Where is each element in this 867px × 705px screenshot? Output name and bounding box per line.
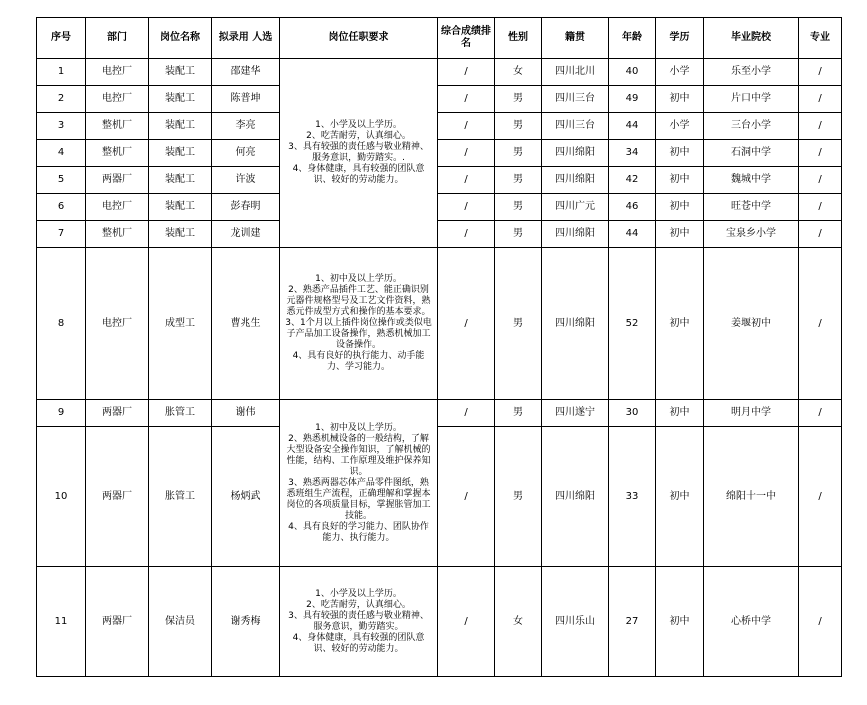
requirement-line: 4、身体健康，具有较强的团队意识、较好的劳动能力。 [292,164,425,185]
cell-school: 魏城中学 [704,167,799,194]
cell-edu: 初中 [656,221,704,248]
requirement-cell [280,400,438,567]
requirement-line: 3、熟悉两器芯体产品零件图纸，熟悉班组生产流程，正确理解和掌握本岗位的各项质量目标，掌握胀管加工技能。 [286,477,431,521]
cell-age: 44 [609,221,656,248]
cell-age: 42 [609,167,656,194]
cell-origin: 四川北川 [542,59,609,86]
cell-origin: 四川遂宁 [542,400,609,427]
requirement-line: 1、小学及以上学历。 [315,120,402,130]
requirement-cell [280,59,438,248]
cell-age: 30 [609,400,656,427]
cell-school: 姜堰初中 [704,248,799,400]
cell-age: 49 [609,86,656,113]
cell-dept: 两器厂 [86,567,149,677]
cell-candidate: 谢秀梅 [212,567,280,677]
cell-age: 27 [609,567,656,677]
cell-edu: 初中 [656,140,704,167]
header-origin: 籍贯 [542,18,609,59]
cell-post: 胀管工 [149,427,212,567]
requirement-line: 4、身体健康，具有较强的团队意识、较好的劳动能力。 [292,632,425,654]
cell-gender: 男 [495,113,542,140]
cell-age: 52 [609,248,656,400]
header-gender: 性别 [495,18,542,59]
cell-gender: 男 [495,400,542,427]
cell-candidate: 曹兆生 [212,248,280,400]
cell-school: 宝泉乡小学 [704,221,799,248]
cell-rank: / [438,221,495,248]
cell-seq: 4 [37,140,86,167]
cell-post: 装配工 [149,113,212,140]
cell-rank: / [438,167,495,194]
cell-major: / [799,167,842,194]
cell-major: / [799,194,842,221]
cell-post: 装配工 [149,221,212,248]
table-body [37,59,842,677]
requirement-line: 2、熟悉机械设备的一般结构，了解大型设备安全操作知识，了解机械的性能，结构、工作原理及维护保养知识。 [286,433,431,477]
header-post: 岗位名称 [149,18,212,59]
cell-major: / [799,86,842,113]
cell-major: / [799,427,842,567]
cell-post: 成型工 [149,248,212,400]
cell-post: 装配工 [149,59,212,86]
cell-origin: 四川绵阳 [542,248,609,400]
cell-seq: 9 [37,400,86,427]
cell-origin: 四川绵阳 [542,221,609,248]
cell-dept: 电控厂 [86,248,149,400]
cell-gender: 女 [495,567,542,677]
cell-candidate: 陈普坤 [212,86,280,113]
header-candidate: 拟录用 人选 [212,18,280,59]
cell-edu: 初中 [656,194,704,221]
cell-gender: 女 [495,59,542,86]
cell-gender: 男 [495,86,542,113]
header-edu: 学历 [656,18,704,59]
cell-post: 装配工 [149,140,212,167]
cell-dept: 电控厂 [86,86,149,113]
cell-dept: 两器厂 [86,427,149,567]
cell-rank: / [438,59,495,86]
cell-origin: 四川绵阳 [542,140,609,167]
cell-rank: / [438,86,495,113]
header-requirement: 岗位任职要求 [280,18,438,59]
cell-major: / [799,59,842,86]
candidate-table [36,17,842,677]
requirement-line: 2、吃苦耐劳，认真细心。 [306,599,411,610]
cell-age: 44 [609,113,656,140]
cell-edu: 小学 [656,113,704,140]
cell-rank: / [438,194,495,221]
cell-candidate: 彭春明 [212,194,280,221]
cell-school: 心桥中学 [704,567,799,677]
table-row [37,400,842,427]
header-age: 年龄 [609,18,656,59]
cell-rank: / [438,248,495,400]
table-row [37,59,842,86]
cell-gender: 男 [495,427,542,567]
cell-origin: 四川绵阳 [542,427,609,567]
cell-gender: 男 [495,194,542,221]
cell-school: 绵阳十一中 [704,427,799,567]
cell-gender: 男 [495,140,542,167]
cell-post: 胀管工 [149,400,212,427]
cell-dept: 电控厂 [86,59,149,86]
cell-rank: / [438,113,495,140]
cell-seq: 3 [37,113,86,140]
cell-rank: / [438,400,495,427]
cell-origin: 四川三台 [542,113,609,140]
cell-major: / [799,400,842,427]
requirement-line: 1、初中及以上学历。 [315,422,402,433]
cell-age: 33 [609,427,656,567]
requirement-cell [280,248,438,400]
cell-school: 乐至小学 [704,59,799,86]
requirement-line: 3、1个月以上插件岗位操作或类似电子产品加工设备操作，熟悉机械加工设备操作。 [285,318,432,350]
cell-edu: 初中 [656,86,704,113]
cell-major: / [799,113,842,140]
cell-gender: 男 [495,221,542,248]
cell-rank: / [438,140,495,167]
header-seq: 序号 [37,18,86,59]
cell-edu: 初中 [656,567,704,677]
header-rank: 综合成绩排名 [438,18,495,59]
cell-rank: / [438,427,495,567]
cell-dept: 整机厂 [86,113,149,140]
table-row [37,248,842,400]
cell-origin: 四川广元 [542,194,609,221]
cell-seq: 11 [37,567,86,677]
cell-major: / [799,248,842,400]
table-row [37,221,842,248]
requirement-line: 2、熟悉产品插件工艺、能正确识别元器件规格型号及工艺文件资料，熟悉元件成型方式和操作的基本要求。 [286,285,431,317]
cell-post: 保洁员 [149,567,212,677]
cell-candidate: 许波 [212,167,280,194]
cell-candidate: 杨炳武 [212,427,280,567]
cell-candidate: 李亮 [212,113,280,140]
cell-major: / [799,567,842,677]
cell-school: 三台小学 [704,113,799,140]
cell-major: / [799,221,842,248]
cell-origin: 四川绵阳 [542,167,609,194]
header-major: 专业 [799,18,842,59]
cell-school: 明月中学 [704,400,799,427]
cell-dept: 整机厂 [86,140,149,167]
table-row [37,567,842,677]
cell-dept: 两器厂 [86,400,149,427]
header-school: 毕业院校 [704,18,799,59]
cell-edu: 初中 [656,400,704,427]
cell-age: 40 [609,59,656,86]
cell-candidate: 谢伟 [212,400,280,427]
cell-candidate: 龙训建 [212,221,280,248]
cell-candidate: 邵建华 [212,59,280,86]
cell-school: 旺苍中学 [704,194,799,221]
cell-rank: / [438,567,495,677]
requirement-line: 4、具有良好的学习能力、团队协作能力、执行能力。 [288,521,429,543]
cell-school: 片口中学 [704,86,799,113]
cell-origin: 四川三台 [542,86,609,113]
table-row [37,194,842,221]
cell-seq: 5 [37,167,86,194]
cell-edu: 小学 [656,59,704,86]
cell-edu: 初中 [656,248,704,400]
table-row [37,167,842,194]
header-row [37,18,842,59]
cell-school: 石洞中学 [704,140,799,167]
requirement-line: 3、具有较强的责任感与敬业精神、服务意识，勤劳踏实。 [288,610,429,632]
table-row [37,427,842,567]
requirement-line: 4、具有良好的执行能力、动手能力、学习能力。 [292,351,425,372]
requirement-line: 1、小学及以上学历。 [315,588,402,599]
cell-major: / [799,140,842,167]
table-row [37,140,842,167]
cell-dept: 整机厂 [86,221,149,248]
cell-seq: 7 [37,221,86,248]
cell-gender: 男 [495,167,542,194]
cell-dept: 电控厂 [86,194,149,221]
cell-gender: 男 [495,248,542,400]
cell-age: 46 [609,194,656,221]
cell-post: 装配工 [149,194,212,221]
requirement-line: 1、初中及以上学历。 [315,274,402,284]
requirement-cell [280,567,438,677]
cell-seq: 10 [37,427,86,567]
cell-dept: 两器厂 [86,167,149,194]
cell-age: 34 [609,140,656,167]
cell-post: 装配工 [149,167,212,194]
requirement-line: 2、吃苦耐劳，认真细心。 [306,131,411,141]
header-dept: 部门 [86,18,149,59]
cell-seq: 8 [37,248,86,400]
table-row [37,113,842,140]
cell-origin: 四川乐山 [542,567,609,677]
cell-candidate: 何亮 [212,140,280,167]
cell-post: 装配工 [149,86,212,113]
cell-edu: 初中 [656,427,704,567]
requirement-line: 3、具有较强的责任感与敬业精神、服务意识，勤劳踏实。. [288,142,429,163]
table-row [37,86,842,113]
cell-edu: 初中 [656,167,704,194]
cell-seq: 1 [37,59,86,86]
cell-seq: 2 [37,86,86,113]
cell-seq: 6 [37,194,86,221]
